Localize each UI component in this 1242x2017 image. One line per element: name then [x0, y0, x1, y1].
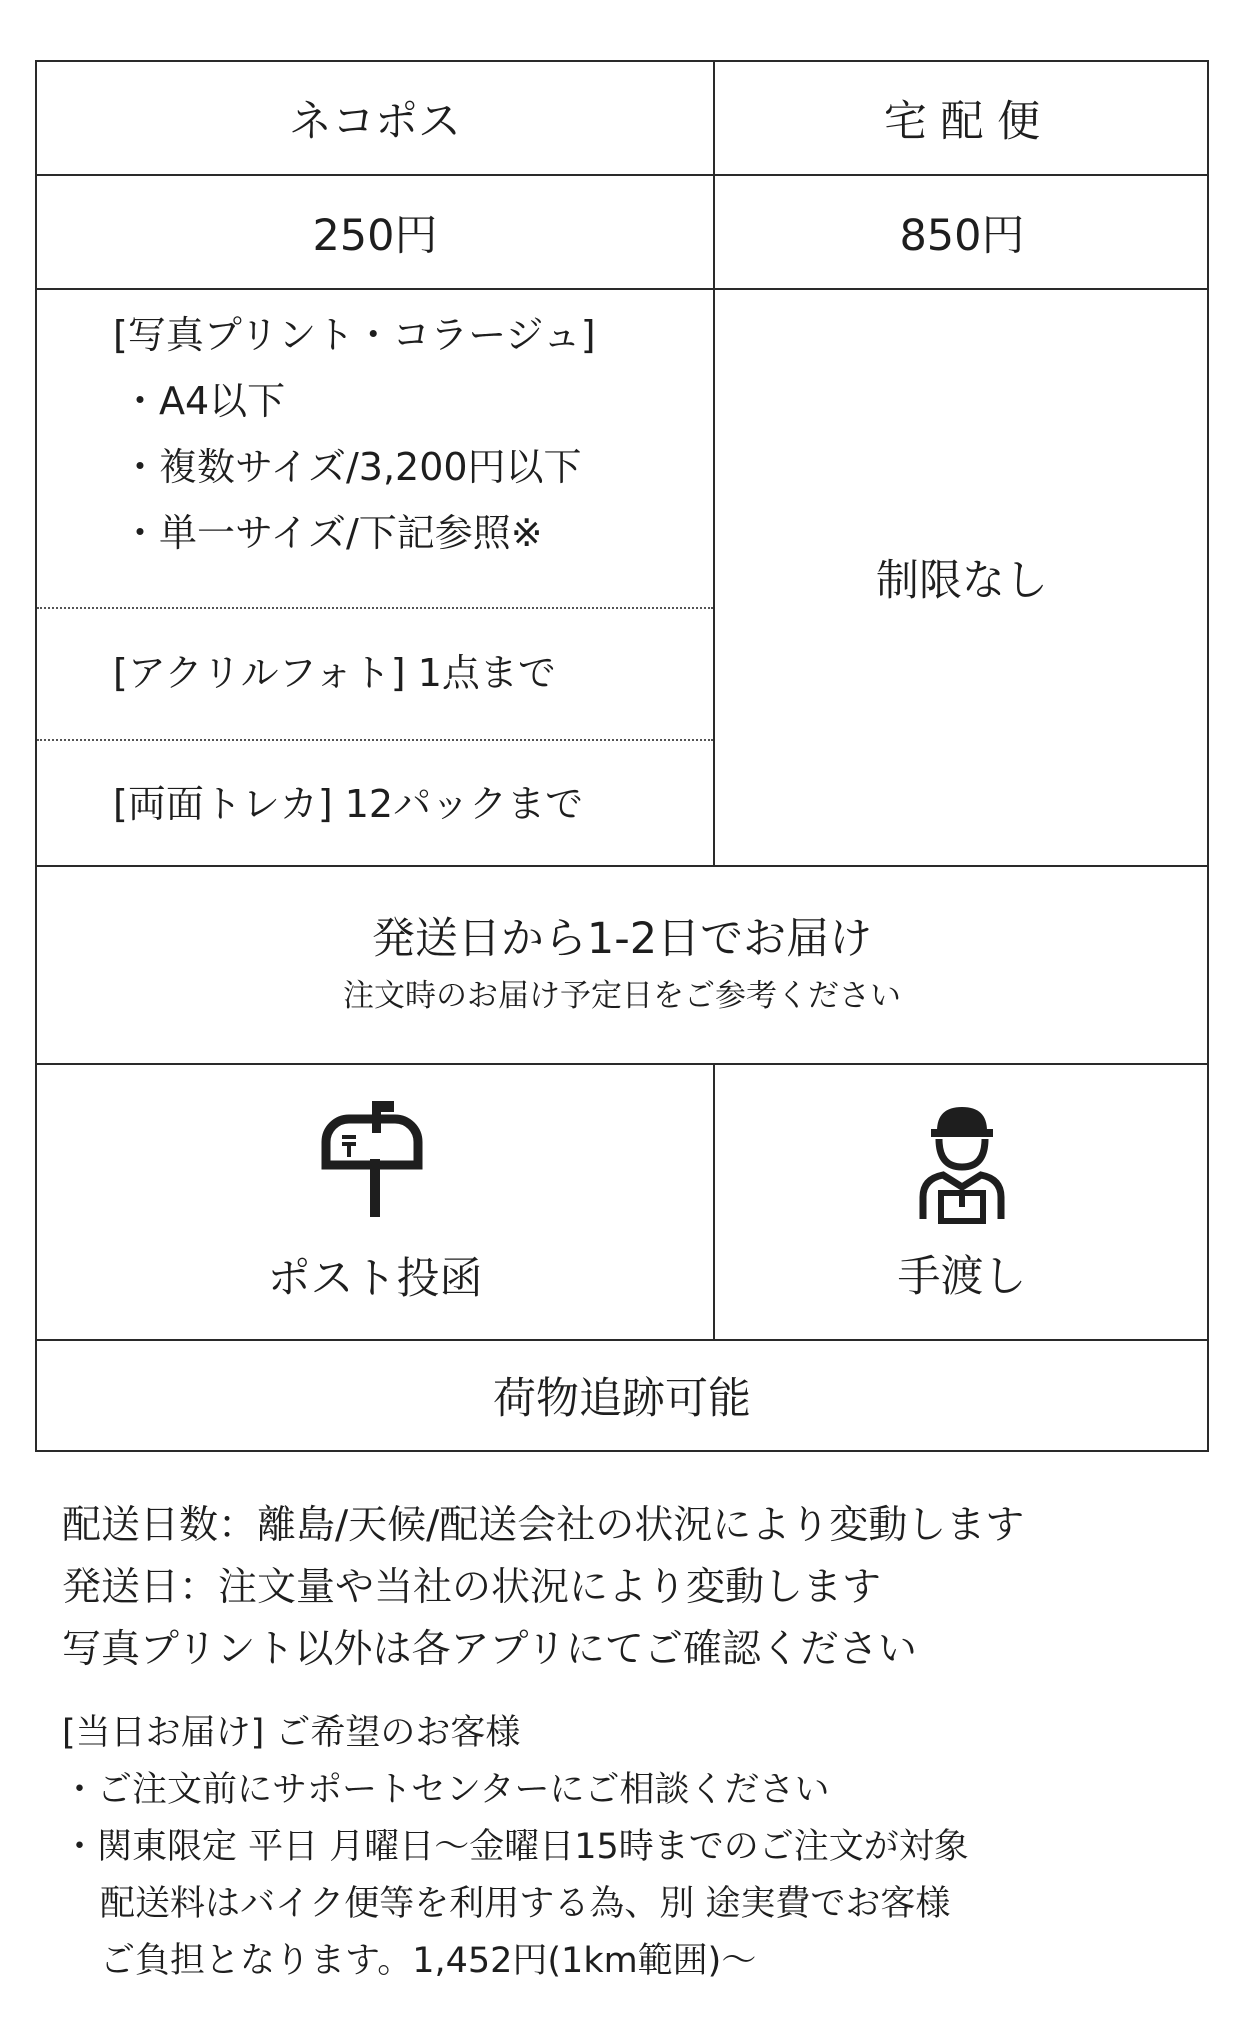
method-hand-label: 手渡し [897, 1251, 1027, 1302]
method-post [37, 1065, 713, 1339]
delivery-time [37, 867, 1207, 1063]
method-post-label: ポスト投函 [267, 1253, 483, 1304]
photo-print-limits [113, 313, 596, 566]
limit-item: ・A4以下 [121, 379, 286, 423]
same-day-line: 配送料はバイク便等を利用する為、別 途実費でお客様 [100, 1884, 951, 1924]
header-takkyubin: 宅 配 便 [883, 96, 1041, 147]
price-takkyubin: 850円 [899, 210, 1025, 261]
note-line: 配送日数：離島/天候/配送会社の状況により変動します [62, 1503, 1025, 1548]
delivery-main: 発送日から1-2日でお届け [371, 914, 873, 964]
same-day-notes [62, 1705, 969, 1990]
takkyubin-limit: 制限なし [876, 556, 1048, 606]
price-nekopos: 250円 [312, 210, 438, 261]
delivery-sub: 注文時のお届け予定日をご参考ください [343, 978, 901, 1014]
same-day-line: ・関東限定 平日 月曜日〜金曜日15時までのご注文が対象 [62, 1827, 969, 1867]
limit-item: ・単一サイズ/下記参照※ [121, 511, 543, 555]
limit-item: ・複数サイズ/3,200円以下 [121, 445, 582, 489]
shipping-comparison-table [35, 60, 1209, 1452]
tradingcard-limit: [両面トレカ] 12パックまで [113, 782, 584, 826]
note-line: 発送日：注文量や当社の状況により変動します [62, 1565, 882, 1610]
shipping-notes [62, 1495, 1024, 1681]
tracking: 荷物追跡可能 [493, 1374, 751, 1424]
method-hand [715, 1065, 1209, 1339]
header-nekopos: ネコポス [289, 96, 461, 147]
acrylic-limit: [アクリルフォト] 1点まで [113, 651, 556, 695]
same-day-line: ご負担となります。1,452円(1km範囲)〜 [100, 1941, 757, 1981]
dotted-divider [37, 607, 713, 609]
mailbox-icon [320, 1099, 430, 1219]
same-day-line: ・ご注文前にサポートセンターにご相談ください [62, 1770, 830, 1810]
note-line: 写真プリント以外は各アプリにてご確認ください [62, 1627, 917, 1672]
dotted-divider [37, 739, 713, 741]
photo-print-title: [写真プリント・コラージュ] [113, 313, 596, 357]
delivery-person-icon [917, 1101, 1007, 1225]
same-day-title: [当日お届け] ご希望のお客様 [62, 1713, 521, 1753]
